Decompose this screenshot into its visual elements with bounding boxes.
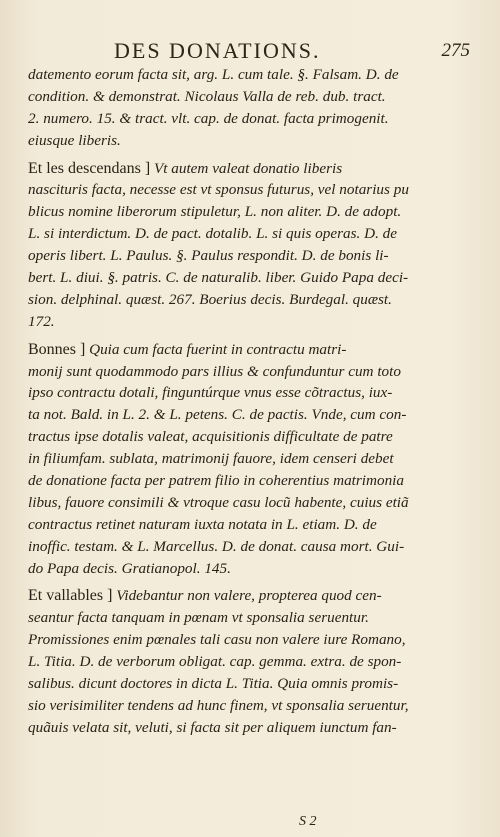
text-line — [28, 158, 462, 180]
page-number: 275 — [441, 40, 470, 61]
text-line: ipso contractu dotali, finguntúrque vnus esse cõtractus, iux- — [28, 384, 393, 402]
text-line: 172. — [28, 312, 55, 330]
text-line: operis libert. L. Paulus. §. Paulus respondit. D. de bonis li- — [28, 247, 389, 265]
text-line — [28, 339, 462, 361]
text-line: seantur facta tanquam in pœnam vt sponsalia seruentur. — [28, 609, 369, 627]
text-body — [28, 64, 462, 739]
text-line: nascituris facta, necesse est vt sponsus futurus, vel notarius pu — [28, 181, 409, 199]
text-line: sio verisimiliter tendens ad hunc finem, vt sponsalia seruentur, — [28, 696, 409, 714]
text-line: do Papa decis. Gratianopol. 145. — [28, 559, 231, 577]
text-line: L. Titia. D. de verborum obligat. cap. gemma. extra. de spon- — [28, 653, 402, 671]
page-header — [100, 38, 470, 64]
text-line: inoffic. testam. & L. Marcellus. D. de donat. causa mort. Gui- — [28, 537, 405, 555]
text-line: condition. & demonstrat. Nicolaus Valla de reb. dub. tract. — [28, 87, 386, 105]
text-line: in filiumfam. sublata, matrimonij fauore, idem censeri debet — [28, 450, 394, 468]
text-line: sion. delphinal. quæst. 267. Boerius decis. Burdegal. quæst. — [28, 290, 392, 308]
line-text: Videbantur non valere, propterea quod cen- — [116, 587, 382, 605]
line-text: Vt autem valeat donatio liberis — [153, 159, 343, 177]
text-line: salibus. dicunt doctores in dicta L. Titia. Quia omnis promis- — [28, 675, 399, 693]
text-line: quãuis velata sit, veluti, si facta sit per aliquem iunctum fan- — [28, 718, 397, 736]
text-line: 2. numero. 15. & tract. vlt. cap. de donat. facta primogenit. — [28, 109, 389, 127]
text-line — [28, 585, 462, 607]
text-line: libus, fauore consimili & vtroque casu locũ habente, cuius etiã — [28, 493, 409, 511]
text-line: bert. L. diui. §. patris. C. de naturalib. liber. Guido Papa deci- — [28, 269, 409, 287]
text-line: monij sunt quodammodo pars illius & confunduntur cum toto — [28, 362, 401, 380]
lemma: Bonnes ] — [28, 340, 86, 358]
text-line: blicus nomine liberorum stipuletur, L. non aliter. D. de adopt. — [28, 203, 402, 221]
text-line: tractus ipse dotalis valeat, acquisitionis difficultate de patre — [28, 428, 393, 446]
line-text: Quia cum facta fuerint in contractu matri- — [89, 340, 347, 358]
text-line: eiusque liberis. — [28, 131, 121, 149]
text-line: Promissiones enim pœnales tali casu non valere iure Romano, — [28, 631, 406, 649]
lemma: Et vallables ] — [28, 587, 113, 605]
text-line: de donatione facta per patrem filio in coherentius matrimonia — [28, 472, 404, 490]
text-line: L. si interdictum. D. de pact. dotalib. L. si quis operas. D. de — [28, 225, 397, 243]
catchword: S 2 — [299, 814, 317, 829]
lemma: Et les descendans ] — [28, 159, 151, 177]
running-head: DES DONATIONS. — [114, 38, 321, 63]
text-line: contractus retinet naturam iuxta notata in L. etiam. D. de — [28, 515, 377, 533]
text-line: datemento eorum facta sit, arg. L. cum tale. §. Falsam. D. de — [28, 66, 399, 83]
text-line: ta not. Bald. in L. 2. & L. petens. C. de pactis. Vnde, cum con- — [28, 406, 407, 424]
